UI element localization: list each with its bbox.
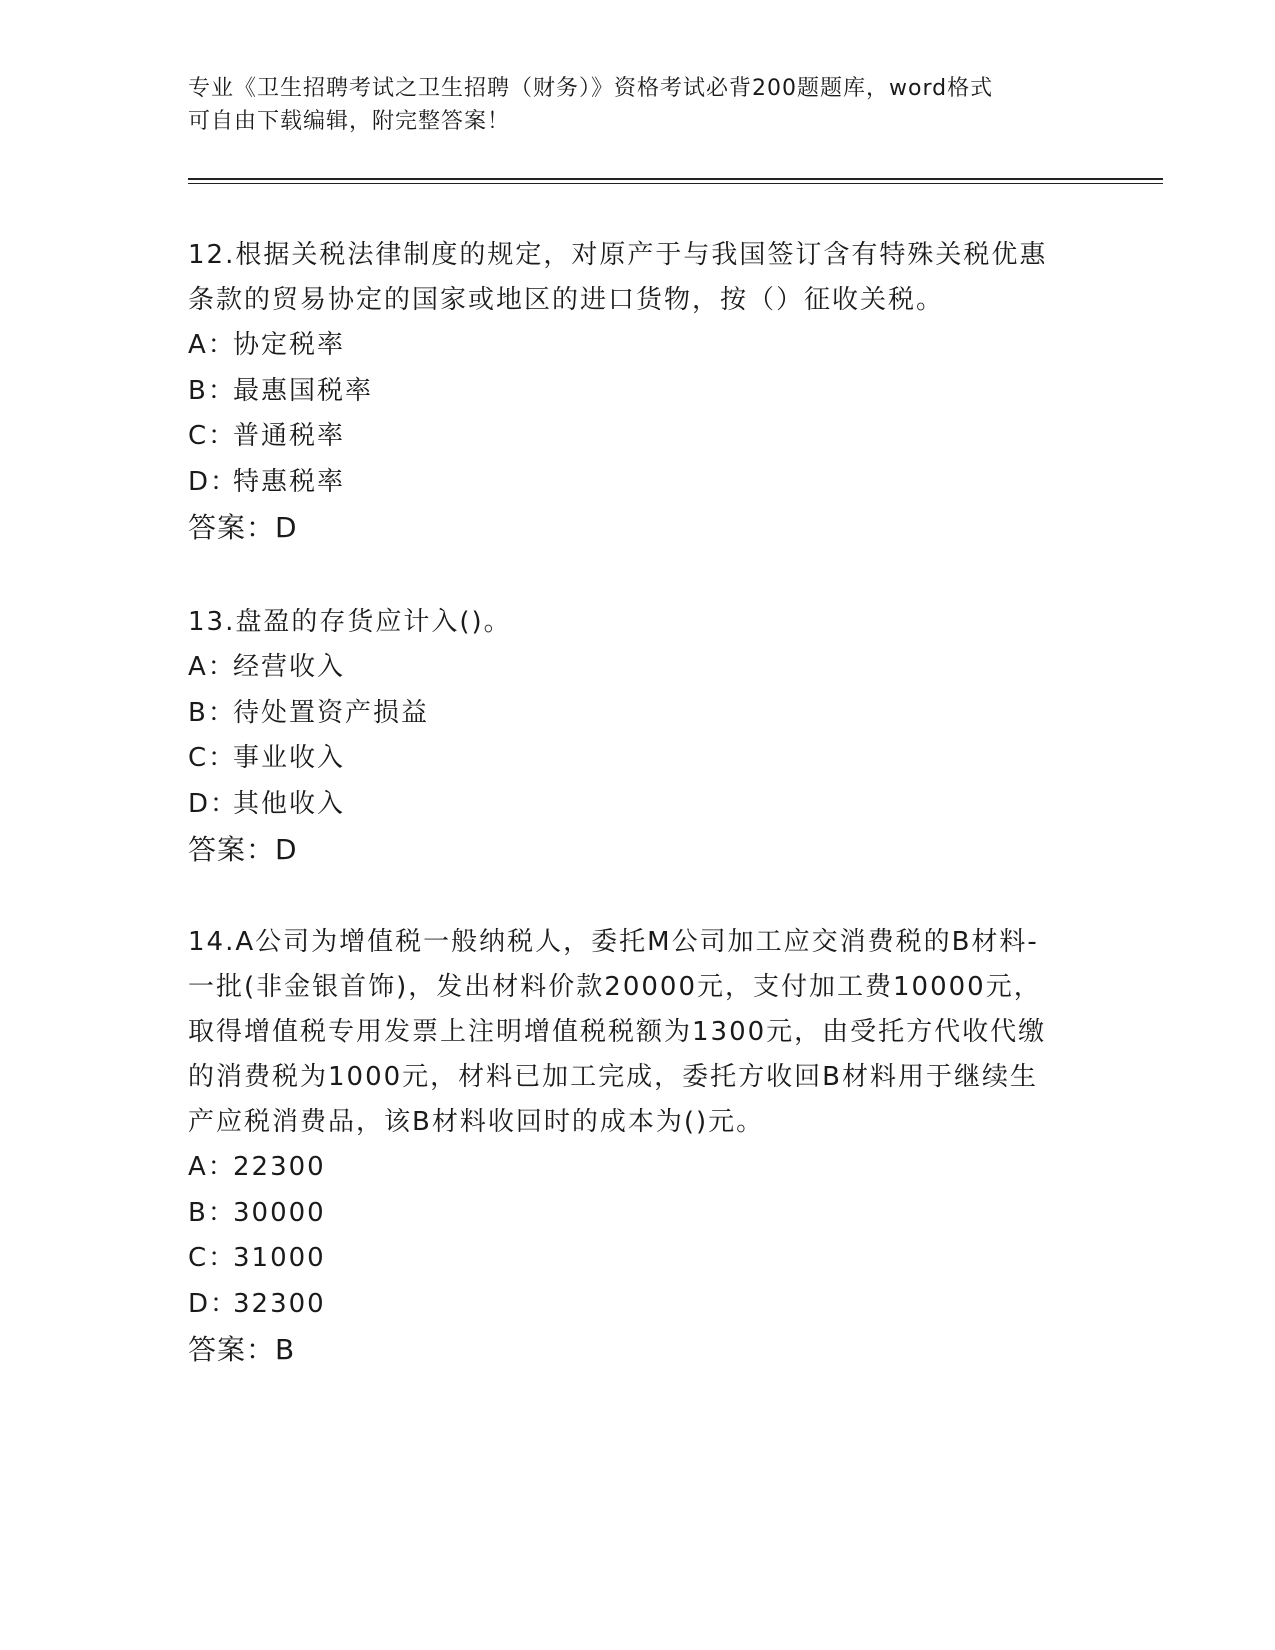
stem-line: 产应税消费品，该B材料收回时的成本为()元。: [188, 1107, 765, 1137]
option-text: 普通税率: [233, 421, 346, 451]
stem-line: 取得增值税专用发票上注明增值税税额为1300元，由受托方代收代缴: [188, 1017, 1047, 1047]
option-d: [188, 460, 1088, 506]
option-text: 其他收入: [233, 788, 346, 819]
option-text: 32300: [233, 1288, 326, 1319]
option-a: [188, 1145, 1088, 1191]
option-b: [188, 1191, 1088, 1237]
option-b: [188, 369, 1088, 415]
option-d: [188, 782, 1088, 828]
option-text: 特惠税率: [233, 466, 346, 497]
question-14: [188, 920, 1088, 1373]
header-divider-thin: [188, 183, 1163, 184]
option-text: 最惠国税率: [233, 375, 374, 406]
option-a: [188, 323, 1088, 369]
option-text: 协定税率: [233, 330, 346, 360]
option-b: [188, 691, 1088, 737]
option-key: B：: [188, 1197, 236, 1228]
question-stem: [188, 233, 1088, 323]
option-text: 31000: [233, 1243, 326, 1273]
option-c: [188, 414, 1088, 460]
option-key: A：: [188, 1152, 236, 1182]
option-text: 30000: [233, 1197, 326, 1228]
header-divider: [188, 178, 1163, 180]
option-key: A：: [188, 330, 236, 360]
option-key: D：: [188, 466, 239, 497]
answer-line: 答案：D: [188, 833, 298, 866]
stem-line: 13.盘盈的存货应计入()。: [188, 607, 512, 637]
option-text: 事业收入: [233, 743, 346, 773]
option-text: 22300: [233, 1152, 326, 1182]
option-key: C：: [188, 1243, 237, 1273]
option-text: 经营收入: [233, 652, 346, 682]
question-stem: [188, 920, 1088, 1145]
header-line-1: 专业《卫生招聘考试之卫生招聘（财务）》资格考试必背200题题库，word格式: [188, 76, 994, 101]
header-line-2: 可自由下载编辑，附完整答案！: [188, 109, 511, 134]
stem-line: 的消费税为1000元，材料已加工完成，委托方收回B材料用于继续生: [188, 1062, 1039, 1092]
option-c: [188, 1236, 1088, 1282]
document-header: [188, 72, 1088, 138]
option-key: B：: [188, 697, 236, 728]
question-stem: [188, 600, 1088, 645]
question-13: [188, 600, 1088, 873]
option-key: B：: [188, 375, 236, 406]
option-text: 待处置资产损益: [233, 697, 430, 728]
stem-line: 14.A公司为增值税一般纳税人，委托M公司加工应交消费税的B材料-: [188, 927, 1039, 957]
stem-line: 一批(非金银首饰)，发出材料价款20000元，支付加工费10000元，: [188, 972, 1042, 1002]
option-key: D：: [188, 1288, 239, 1319]
answer-line: 答案：D: [188, 511, 298, 544]
stem-line: 12.根据关税法律制度的规定，对原产于与我国签订含有特殊关税优惠: [188, 240, 1048, 270]
option-d: [188, 1282, 1088, 1328]
option-c: [188, 736, 1088, 782]
option-key: D：: [188, 788, 239, 819]
question-12: [188, 233, 1088, 551]
stem-line: 条款的贸易协定的国家或地区的进口货物，按（）征收关税。: [188, 285, 945, 315]
option-key: C：: [188, 743, 237, 773]
option-key: C：: [188, 421, 237, 451]
option-a: [188, 645, 1088, 691]
answer-line: 答案：B: [188, 1333, 296, 1366]
option-key: A：: [188, 652, 236, 682]
